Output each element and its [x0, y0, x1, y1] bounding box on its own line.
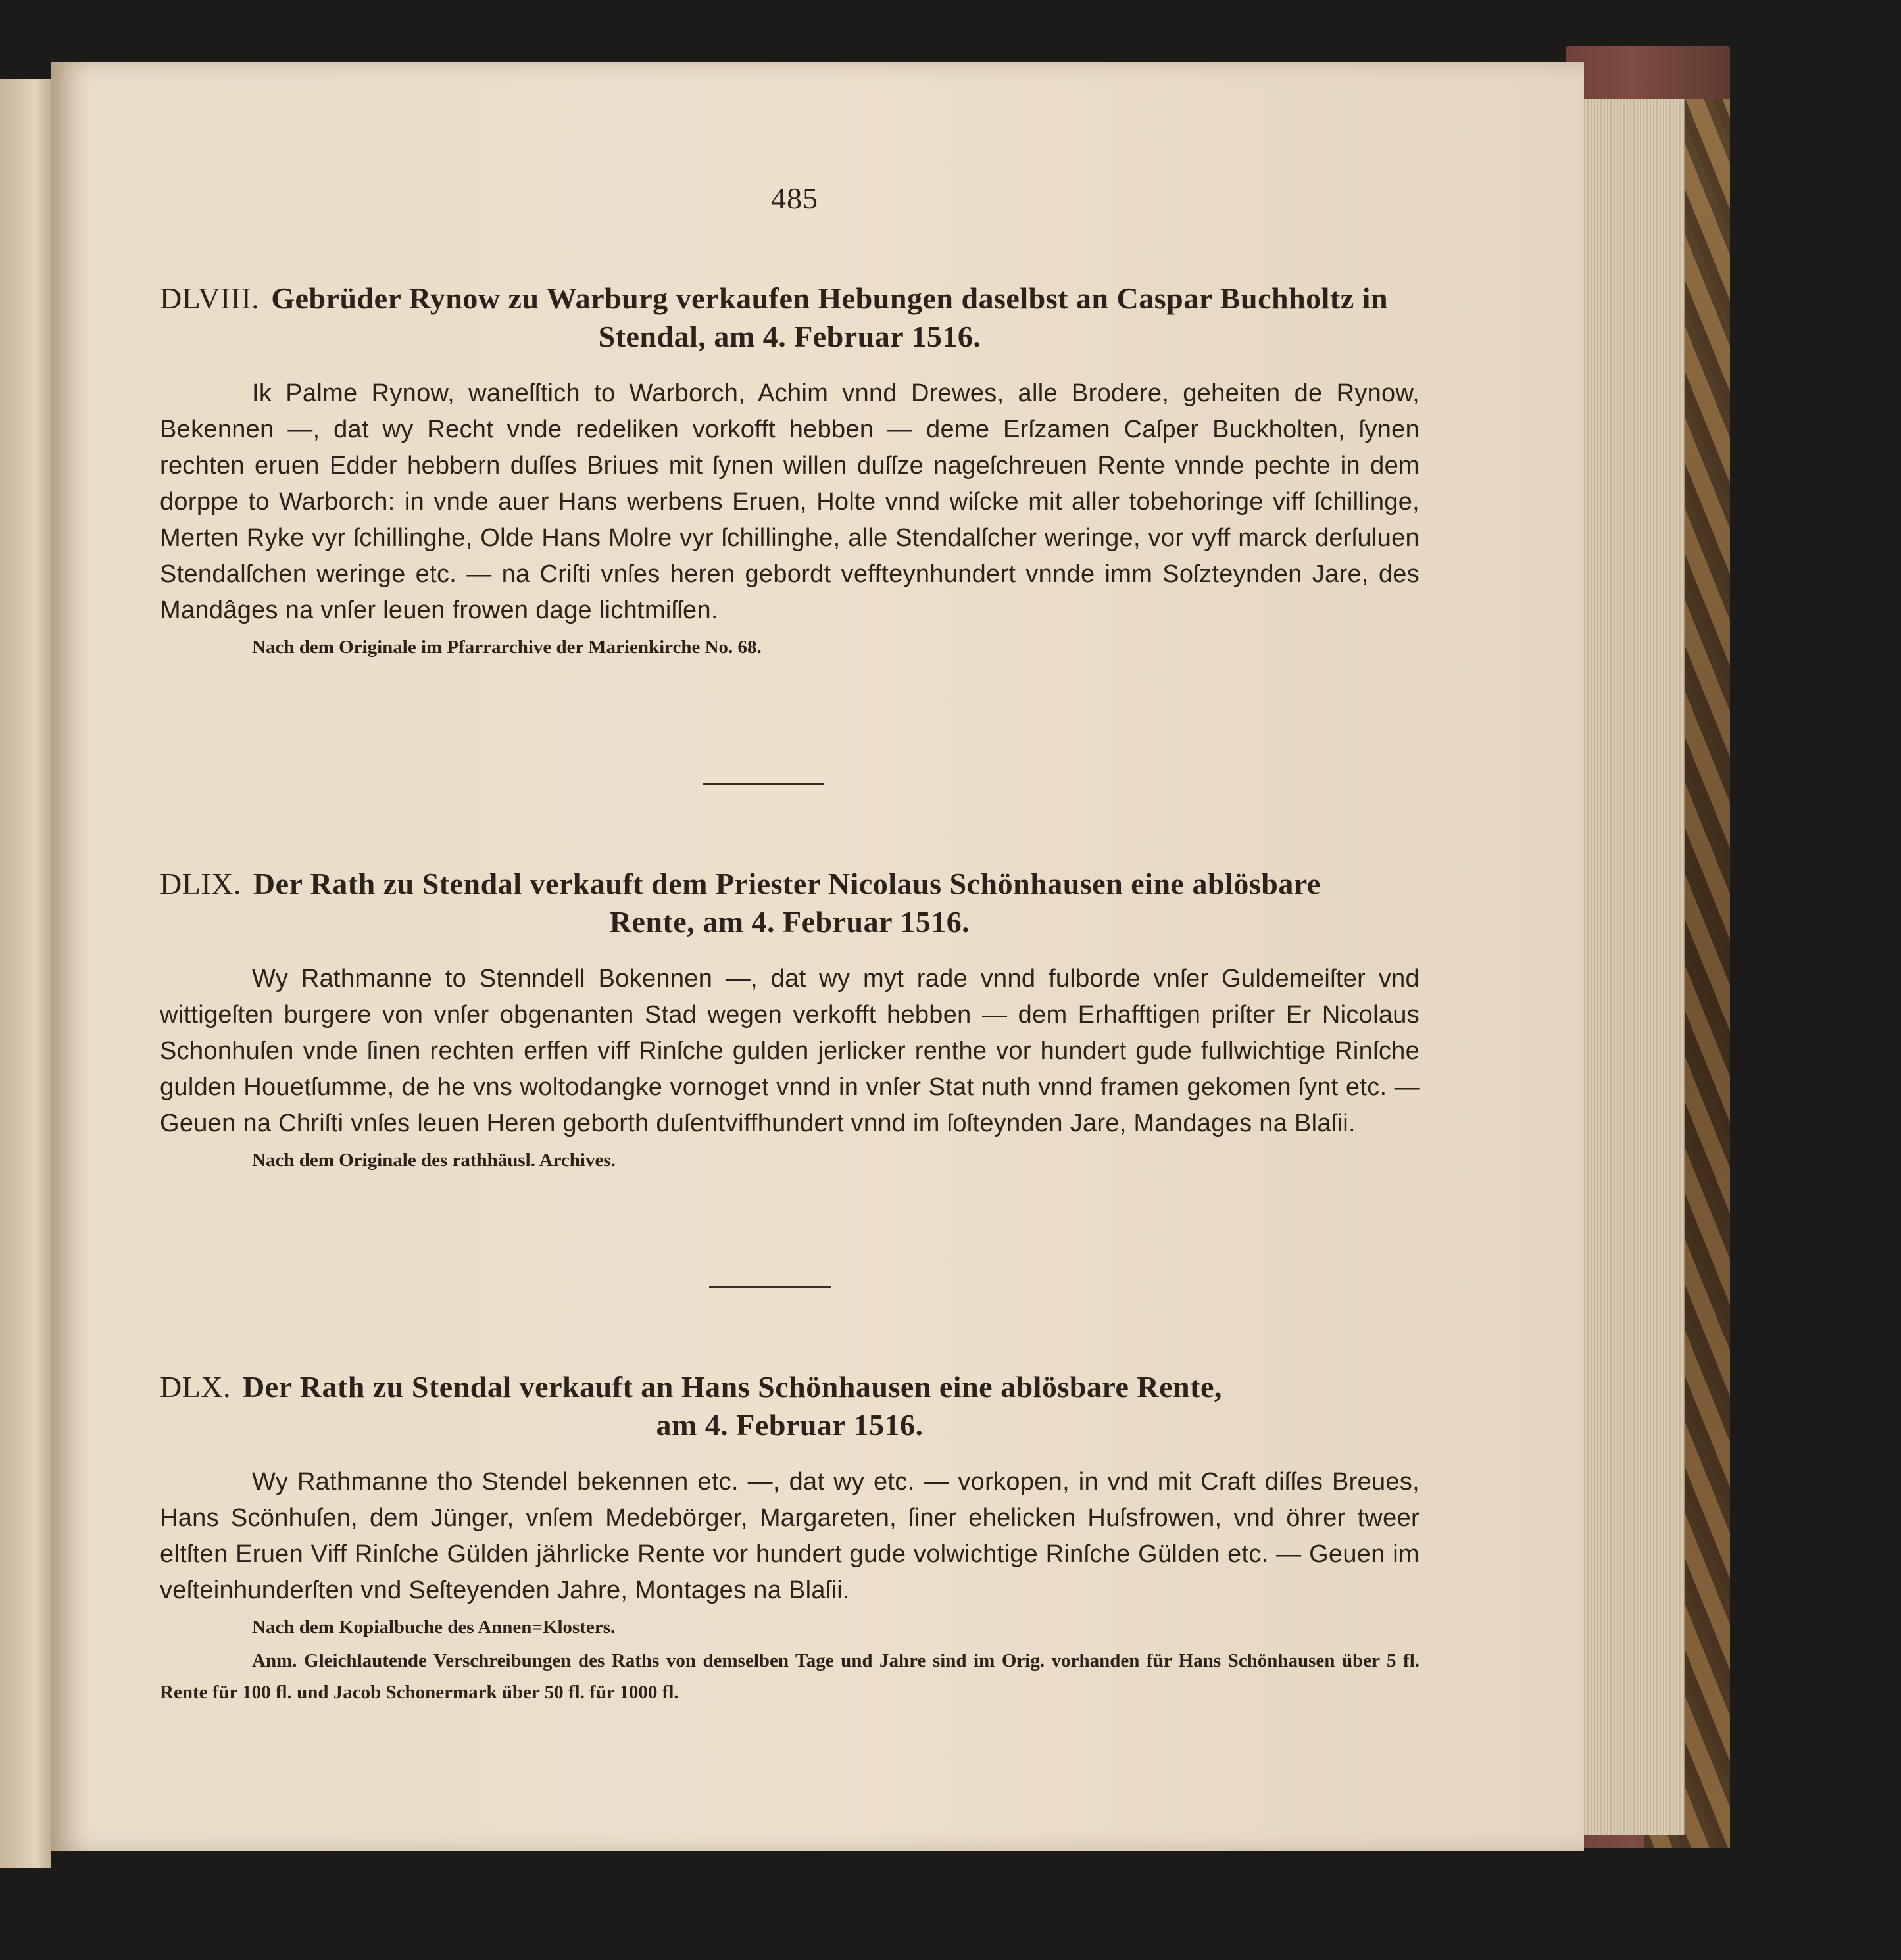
- section-note: Anm. Gleichlautende Verschreibungen des Raths von demselben Tage und Jahre sind im Orig. vorhanden für Hans Schönhausen über 5 fl. Rente für 100 fl. und Jacob Schonermark über 50 fl. für 1000 fl.: [160, 1650, 1420, 1703]
- section-body: Wy Rathmanne tho Stendel bekennen etc. —, dat wy etc. — vorkopen, in vnd mit Craft diſſes Breues, Hans Scönhuſen, dem Jünger, vnſem Medebörger, Margareten, ſiner ehelicken Huſsfrowen, vnd öhrer tweer eltſten Eruen Viff Rinſche Gülden jährlicke Rente vor hundert gude volwichtige Rinſche Gülden etc. — Geuen im veſteinhunderſten vnd Seſteyenden Jahre, Montages na Blaſii.: [160, 1468, 1420, 1604]
- section-divider: [703, 783, 824, 785]
- document-section: [160, 280, 1420, 658]
- document-section: [160, 1368, 1420, 1708]
- section-title-line2: am 4. Februar 1516.: [656, 1408, 924, 1442]
- section-body: Wy Rathmanne to Stenndell Bokennen —, dat wy myt rade vnnd fulborde vnſer Guldemeiſter vnd wittigeſten burgere von vnſer obgenanten Stad wegen verkofft hebben — dem Erhafftigen priſter Er Nicolaus Schonhuſen vnde ſinen rechten erffen viff Rinſche gulden jerlicker renthe vor hundert gude fullwichtige Rinſche gulden Houetſumme, de he vns woltodangke vornoget vnnd in vnſer Stat nuth vnnd framen gekomen ſynt etc. — Geuen na Chriſti vnſes leuen Heren geborth duſentviffhundert vnnd im ſoſteynden Jare, Mandages na Blaſii.: [160, 965, 1420, 1137]
- section-source: Nach dem Kopialbuche des Annen=Klosters.: [252, 1617, 616, 1638]
- page-content: [51, 62, 1584, 1851]
- page-number: 485: [771, 182, 818, 215]
- book-page: [51, 62, 1584, 1851]
- section-title-line1: Der Rath zu Stendal verkauft dem Priester Nicolaus Schönhausen eine ablösbare: [253, 867, 1321, 900]
- document-section: [160, 865, 1420, 1171]
- section-divider: [709, 1286, 831, 1288]
- page-edges: [1579, 99, 1685, 1835]
- section-title-line1: Der Rath zu Stendal verkauft an Hans Schönhausen eine ablösbare Rente,: [243, 1370, 1222, 1404]
- section-heading: [160, 1368, 1420, 1444]
- section-body: Ik Palme Rynow, waneſſtich to Warborch, Achim vnnd Drewes, alle Brodere, geheiten de Rynow, Bekennen —, dat wy Recht vnde redeliken vorkofft hebben — deme Erſzamen Caſper Buckholten, ſynen rechten eruen Edder hebbern duſſes Briues mit ſynen willen duſſze nageſchreuen Rente vnnde pechte in dem dorppe to Warborch: in vnde auer Hans werbens Eruen, Holte vnnd wiſcke mit aller tobehoringe viff ſchillinge, Merten Ryke vyr ſchillinghe, Olde Hans Molre vyr ſchillinghe, alle Stendalſcher weringe, vor vyff marck derſuluen Stendalſchen weringe etc. — na Criſti vnſes heren gebordt veffteynhundert vnnde imm Soſzteynden Jare, des Mandâges na vnſer leuen frowen dage lichtmiſſen.: [160, 380, 1420, 624]
- section-heading: [160, 865, 1420, 941]
- section-heading: [160, 280, 1420, 356]
- section-number: DLVIII.: [160, 282, 260, 315]
- section-number: DLX.: [160, 1370, 232, 1404]
- section-title-line1: Gebrüder Rynow zu Warburg verkaufen Hebungen daselbst an Caspar Buchholtz in: [271, 282, 1389, 315]
- section-source: Nach dem Originale des rathhäusl. Archives.: [252, 1150, 616, 1171]
- section-title-line2: Rente, am 4. Februar 1516.: [609, 905, 970, 939]
- section-title-line2: Stendal, am 4. Februar 1516.: [598, 320, 981, 353]
- section-source: Nach dem Originale im Pfarrarchive der Marienkirche No. 68.: [252, 637, 762, 658]
- left-page-edge: [0, 79, 51, 1868]
- section-number: DLIX.: [160, 867, 241, 900]
